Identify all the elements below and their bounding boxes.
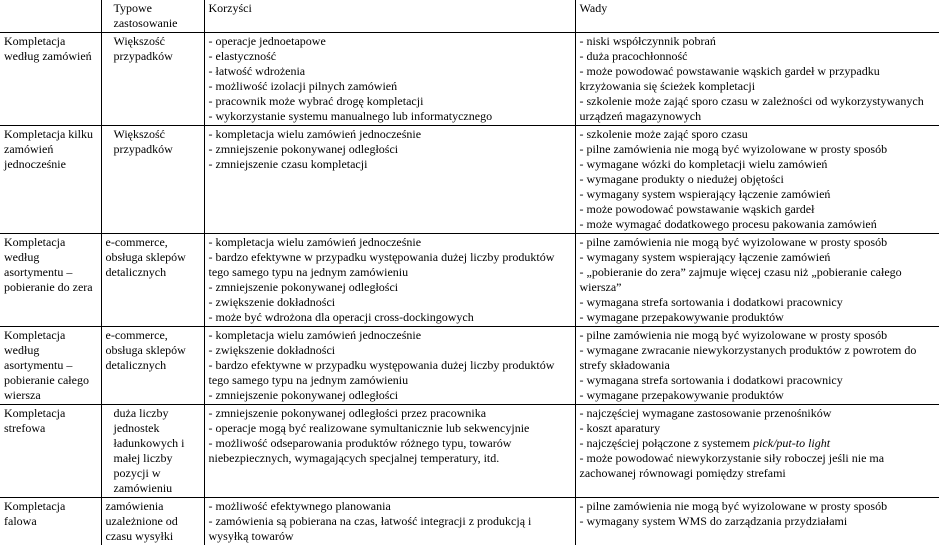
- benefit-item: - zmniejszenie pokonywanej odległości przez pracownika: [209, 406, 571, 421]
- benefit-item: - możliwość izolacji pilnych zamówień: [209, 79, 571, 94]
- benefits-cell: [204, 234, 575, 327]
- drawback-item: - pilne zamówienia nie mogą być wyizolowane w prosty sposób: [580, 328, 936, 343]
- header-row: [0, 0, 939, 33]
- method-name: Kompletacja falowa: [0, 498, 101, 545]
- header-benefits: Korzyści: [204, 0, 575, 33]
- drawback-item: [580, 436, 936, 451]
- drawbacks-cell: [575, 327, 939, 405]
- drawback-item: - wymagane wózki do kompletacji wielu zamówień: [580, 157, 936, 172]
- benefit-item: - kompletacja wielu zamówień jednocześnie: [209, 235, 571, 250]
- drawback-item: - pilne zamówienia nie mogą być wyizolowane w prosty sposób: [580, 235, 936, 250]
- method-name: Kompletacja strefowa: [0, 405, 101, 498]
- benefits-cell: [204, 405, 575, 498]
- benefit-item: - łatwość wdrożenia: [209, 64, 571, 79]
- typical-use: Większość przypadków: [101, 126, 204, 234]
- drawback-item: - wymagane przepakowywanie produktów: [580, 388, 936, 403]
- drawback-item: - koszt aparatury: [580, 421, 936, 436]
- benefit-item: - elastyczność: [209, 49, 571, 64]
- benefit-item: - wykorzystanie systemu manualnego lub informatycznego: [209, 109, 571, 124]
- drawback-item: - najczęściej wymagane zastosowanie przenośników: [580, 406, 936, 421]
- typical-use: Większość przypadków: [101, 33, 204, 126]
- drawback-item: - wymagany system wspierający łączenie zamówień: [580, 187, 936, 202]
- drawback-item: - pilne zamówienia nie mogą być wyizolowane w prosty sposób: [580, 142, 936, 157]
- table-row: [0, 498, 939, 545]
- method-name: Kompletacja według asortymentu – pobieranie całego wiersza: [0, 327, 101, 405]
- typical-use: e-commerce, obsługa sklepów detalicznych: [101, 327, 204, 405]
- benefit-item: - możliwość efektywnego planowania: [209, 499, 571, 514]
- drawback-prefix: - najczęściej połączone z systemem: [580, 436, 754, 450]
- benefit-item: - bardzo efektywne w przypadku występowania dużej liczby produktów tego samego typu na jednym zamówieniu: [209, 358, 571, 388]
- header-drawbacks: Wady: [575, 0, 939, 33]
- benefit-item: - bardzo efektywne w przypadku występowania dużej liczby produktów tego samego typu na jednym zamówieniu: [209, 250, 571, 280]
- benefit-item: - zmniejszenie pokonywanej odległości: [209, 388, 571, 403]
- drawbacks-cell: [575, 33, 939, 126]
- table-row: [0, 234, 939, 327]
- drawback-item: - może powodować powstawanie wąskich gardeł w przypadku krzyżowania się ścieżek kompletacji: [580, 64, 936, 94]
- drawback-item: - wymagane zwracanie niewykorzystanych produktów z powrotem do strefy składowania: [580, 343, 936, 373]
- benefit-item: - operacje jednoetapowe: [209, 34, 571, 49]
- header-method: [0, 0, 101, 33]
- method-name: Kompletacja kilku zamówień jednocześnie: [0, 126, 101, 234]
- benefit-item: - zmniejszenie pokonywanej odległości: [209, 280, 571, 295]
- benefit-item: - kompletacja wielu zamówień jednocześnie: [209, 127, 571, 142]
- header-typical-use: Typowe zastosowanie: [101, 0, 204, 33]
- benefit-item: - kompletacja wielu zamówień jednocześnie: [209, 328, 571, 343]
- benefit-item: - może być wdrożona dla operacji cross-dockingowych: [209, 310, 571, 325]
- typical-use: duża liczby jednostek ładunkowych i małej liczby pozycji w zamówieniu: [101, 405, 204, 498]
- drawback-item: - może wymagać dodatkowego procesu pakowania zamówień: [580, 217, 936, 232]
- benefit-item: - zmniejszenie czasu kompletacji: [209, 157, 571, 172]
- drawbacks-cell: [575, 234, 939, 327]
- drawback-item: - niski współczynnik pobrań: [580, 34, 936, 49]
- typical-use: e-commerce, obsługa sklepów detalicznych: [101, 234, 204, 327]
- table-row: [0, 327, 939, 405]
- drawback-item: - „pobieranie do zera” zajmuje więcej czasu niż „pobieranie całego wiersza”: [580, 265, 936, 295]
- method-name: Kompletacja według asortymentu – pobieranie do zera: [0, 234, 101, 327]
- benefit-item: - zamówienia są pobierana na czas, łatwość integracji z produkcją i wysyłką towarów: [209, 514, 571, 544]
- benefits-cell: [204, 33, 575, 126]
- drawback-item: - wymagana strefa sortowania i dodatkowi pracownicy: [580, 373, 936, 388]
- drawback-item: - pilne zamówienia nie mogą być wyizolowane w prosty sposób: [580, 499, 936, 514]
- drawback-item: - może powodować niewykorzystanie siły roboczej jeśli nie ma zachowanej równowagi pomiędzy strefami: [580, 451, 936, 481]
- benefit-item: - operacje mogą być realizowane symultanicznie lub sekwencyjnie: [209, 421, 571, 436]
- drawback-item: - wymagany system WMS do zarządzania przydziałami: [580, 514, 936, 529]
- drawback-item: - może powodować powstawanie wąskich gardeł: [580, 202, 936, 217]
- table-row: [0, 126, 939, 234]
- drawback-item: - szkolenie może zająć sporo czasu w zależności od wykorzystywanych urządzeń magazynowych: [580, 94, 936, 124]
- drawback-item: - duża pracochłonność: [580, 49, 936, 64]
- drawbacks-cell: [575, 126, 939, 234]
- drawback-item: - wymagane produkty o niedużej objętości: [580, 172, 936, 187]
- benefits-cell: [204, 126, 575, 234]
- drawbacks-cell: [575, 405, 939, 498]
- benefit-item: - pracownik może wybrać drogę kompletacji: [209, 94, 571, 109]
- benefits-cell: [204, 327, 575, 405]
- method-name: Kompletacja według zamówień: [0, 33, 101, 126]
- drawback-item: - wymagane przepakowywanie produktów: [580, 310, 936, 325]
- drawback-italic-term: pick/put-to light: [753, 436, 830, 450]
- drawback-item: - szkolenie może zająć sporo czasu: [580, 127, 936, 142]
- table-row: [0, 33, 939, 126]
- benefit-item: - zwiększenie dokładności: [209, 295, 571, 310]
- typical-use: zamówienia uzależnione od czasu wysyłki: [101, 498, 204, 545]
- benefit-item: - zmniejszenie pokonywanej odległości: [209, 142, 571, 157]
- benefit-item: - możliwość odseparowania produktów różnego typu, towarów niebezpiecznych, wymagających specjalnej temperatury, itd.: [209, 436, 571, 466]
- benefits-cell: [204, 498, 575, 545]
- drawbacks-cell: [575, 498, 939, 545]
- drawback-item: - wymagana strefa sortowania i dodatkowi pracownicy: [580, 295, 936, 310]
- drawback-item: - wymagany system wspierający łączenie zamówień: [580, 250, 936, 265]
- benefit-item: - zwiększenie dokładności: [209, 343, 571, 358]
- table-row: [0, 405, 939, 498]
